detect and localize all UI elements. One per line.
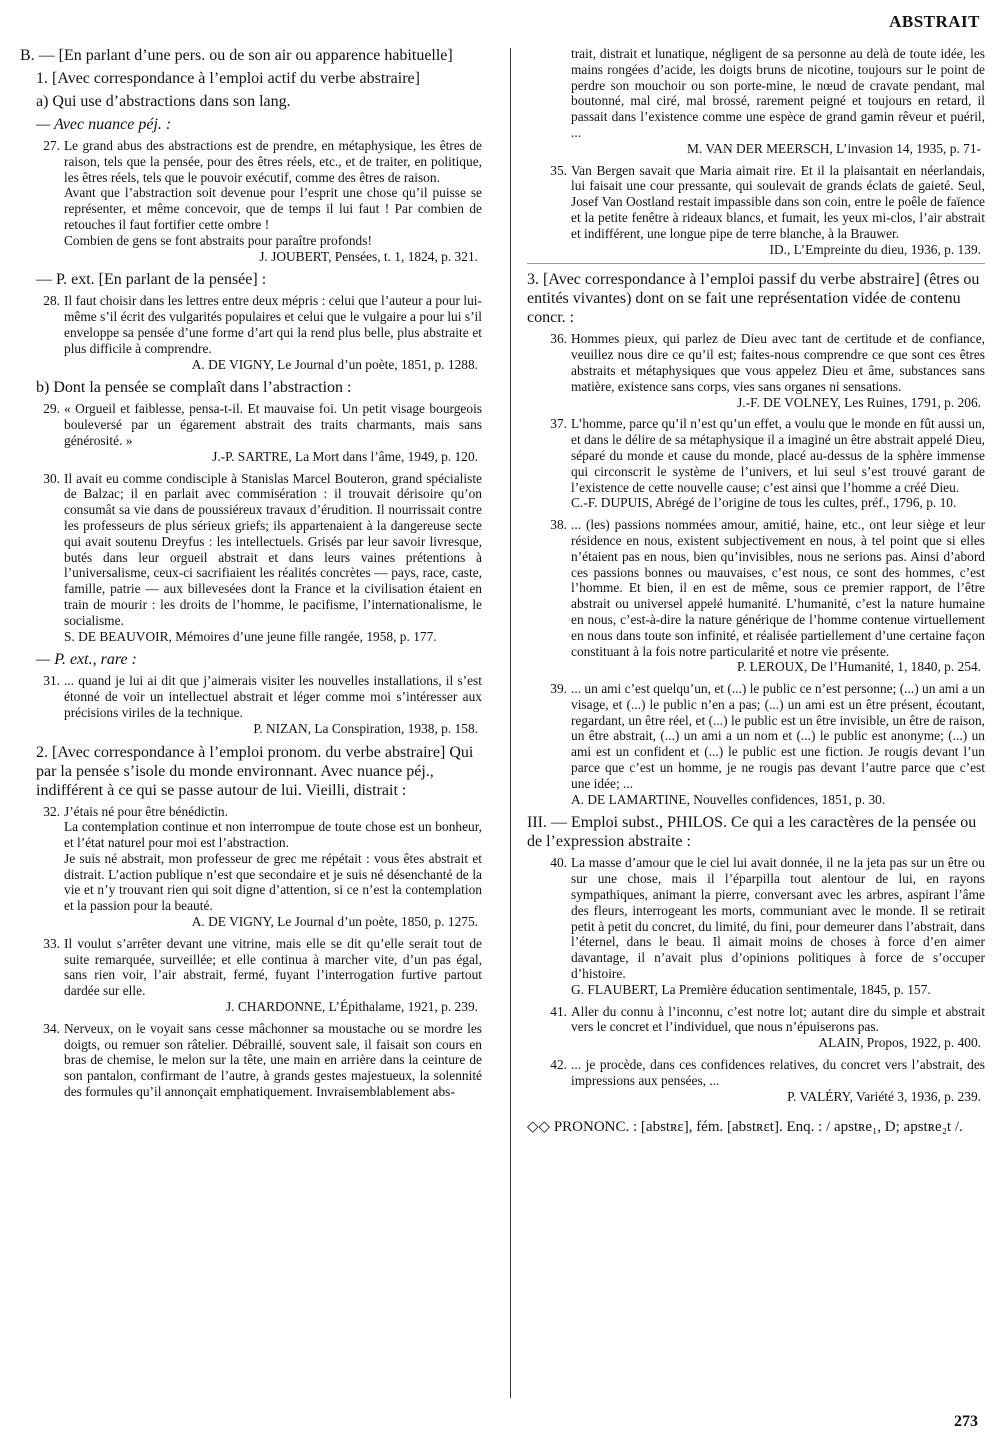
quote-number: 33.	[43, 935, 60, 951]
pronunciation-note: ◇◇ PRONONC. : [abstʀɛ], fém. [abstʀɛt]. Enq. : / apstʀe₁, D; apstʀe₂t /.	[527, 1119, 963, 1136]
quote-text: ... je procède, dans ces confidences relatives, du concret vers l’abstrait, des impressions aux pensées, ...	[571, 1057, 985, 1088]
quote-29	[20, 401, 482, 464]
quote-text: Il avait eu comme condisciple à Stanislas Marcel Bouteron, grand spécialiste de Balzac; il en parlait avec commisération : il trouvait dérisoire qu’on consumât sa vie dans de poussiéreux travaux d’érudition. Il nourrissait contre les professeurs de plus sérieux griefs; ils appartenaient à la dangereuse secte qui avait soutenu Dreyfus : les intellectuels. Grisés par leur savoir livresque, butés dans leur orgueil abstrait et dans leurs vaines prétentions à l’universalisme, ceux-ci sacrifiaient les réalités concrètes — pays, race, caste, famille, patrie — aux billevesées dont la France et la civilisation étaient en train de mourir : les droits de l’homme, le pacifisme, l’internationalisme, le socialisme.	[64, 470, 482, 628]
quote-source: M. VAN DER MEERSCH, L’invasion 14, 1935, p. 71-	[687, 140, 981, 156]
pext-label: — P. ext. [En parlant de la pensée] :	[36, 271, 267, 289]
section-iii-heading: III. — Emploi subst., PHILOS. Ce qui a les caractères de la pensée ou de l’expression abstraite :	[527, 814, 977, 851]
quote-number: 35.	[550, 162, 567, 178]
subsection-2-heading: 2. [Avec correspondance à l’emploi pronom. du verbe abstraire] Qui par la pensée s’isole du monde environnant. Avec nuance péj., indifférent à ce qui se passe autour de lui. Vieilli, distrait :	[36, 743, 474, 799]
quote-text: Nerveux, on le voyait sans cesse mâchonner sa moustache ou se mordre les doigts, ou remuer son râtelier. Débraillé, souvent sale, il faisait son cours en bras de chemise, le melon sur la tête, une main en arrière dans la ceinture de son pantalon, confirmant de l’autre, à grands gestes majestueux, la solennité des formules qu’il annonçait emphatiquement. Invraisemblablement abs-	[64, 1020, 482, 1100]
quote-source: J. CHARDONNE, L’Épithalame, 1921, p. 239.	[225, 999, 478, 1015]
quote-text: « Orgueil et faiblesse, pensa-t-il. Et mauvaise foi. Un petit visage bourgeois bouleversé par un égarement abstrait des traits charmants, mais sans générosité. »	[64, 401, 482, 448]
quote-number: 34.	[43, 1020, 60, 1036]
quote-text: Le grand abus des abstractions est de prendre, en métaphysique, les êtres de raison, tels que la pensée, pour des êtres réels, etc., et de traiter, en politique, les êtres réels, tels que le pouvoir exécutif, comme des êtres de raison.	[64, 138, 482, 185]
quote-number: 28.	[43, 293, 60, 309]
quote-text: La contemplation continue et non interrompue de toute chose est un bonheur, et l’état naturel pour moi est l’abstraction.	[64, 819, 482, 851]
quote-source: S. DE BEAUVOIR, Mémoires d’une jeune fille rangée, 1958, p. 177.	[64, 628, 437, 644]
quote-text: Avant que l’abstraction soit devenue pour l’esprit une chose qu’il puisse se représenter, et même concevoir, que de temps il lui faut ! Par combien de retouches il faut fortifier cette ombre !	[64, 185, 482, 232]
quote-32	[20, 804, 482, 930]
quote-number: 30.	[43, 470, 60, 486]
quote-text: Hommes pieux, qui parlez de Dieu avec tant de certitude et de confiance, veuillez nous dire ce qu’il est; faites-nous comprendre ce que sont ces êtres abstraits et métaphysiques que vous appelez Dieu et âme, substances sans matière, existence sans corps, vies sans organes ni sensations.	[571, 331, 985, 394]
quote-36	[527, 331, 985, 410]
quote-text: ... (les) passions nommées amour, amitié, haine, etc., ont leur siège et leur résidence en nous, existent subjectivement en nous, à tel point que si elles n’étaient pas en nous, bien qu’invisibles, nous ne serions pas. Ainsi d’abord ces passions bonnes ou mauvaises, c’est nous, ce sont des hommes, c’est l’homme. Et bien, il en est de même, sous ce premier rapport, de l’être abstrait ou universel appelé humanité. L’humanité, c’est la nature humaine en nous, c’est-à-dire la nature générique de l’homme contenue virtuellement en nous dans toute son infinité, et réalisée partiellement d’une certaine façon constituant à la fois notre particularité et notre vie présente.	[571, 517, 985, 659]
quote-34	[20, 1021, 482, 1100]
section-b-heading: B. — [En parlant d’une pers. ou de son air ou apparence habituelle]	[20, 47, 453, 64]
subsection-3-heading: 3. [Avec correspondance à l’emploi passif du verbe abstraire] (êtres ou entités vivantes) dont on se fait une représentation vidée de contenu concr. :	[527, 271, 980, 327]
quote-39	[527, 681, 985, 807]
quote-38	[527, 517, 985, 675]
quote-source: ALAIN, Propos, 1922, p. 400.	[818, 1035, 981, 1051]
quote-text: L’homme, parce qu’il n’est qu’un effet, a voulu que le monde en fût aussi un, et dans le délire de sa métaphysique il a imaginé un être abstrait appelé Dieu, séparé du monde et cause du monde, placé au-dessus de la sphère immense qui circonscrit le système de l’univers, et lui seul s’est trouvé garant de l’existence de cette nouvelle cause; c’est ainsi que l’homme a créé Dieu.	[571, 416, 985, 495]
column-rule	[510, 48, 511, 1398]
quote-number: 38.	[550, 517, 567, 533]
quote-source: P. NIZAN, La Conspiration, 1938, p. 158.	[253, 720, 478, 736]
quote-source: C.-F. DUPUIS, Abrégé de l’origine de tous les cultes, préf., 1796, p. 10.	[571, 495, 957, 511]
quote-number: 41.	[550, 1003, 567, 1019]
quote-31	[20, 673, 482, 736]
quote-text: ... quand je lui ai dit que j’aimerais visiter les nouvelles installations, il s’est étonné de voir un intellectuel abstrait et léger comme moi s’intéresser aux précisions viriles de la technique.	[64, 673, 482, 720]
subsection-1a-heading: a) Qui use d’abstractions dans son lang.	[36, 93, 291, 110]
quote-text: Van Bergen savait que Maria aimait rire. Et il la plaisantait en néerlandais, lui faisait une cour pressante, qui soulevait de grands éclats de gaieté. Seul, Josef Van Oostland restait impassible dans son coin, entre le poêle de faïence et la petite fenêtre à rideaux blancs, et fumait, les yeux mi-clos, l’air abstrait et indifférent, une longue pipe de terre blanche, à la Brauwer.	[571, 162, 985, 241]
quote-40	[527, 855, 985, 997]
quote-text: La masse d’amour que le ciel lui avait donnée, il ne la jeta pas sur un être ou sur une chose, mais il l’éparpilla tout alentour de lui, en rayons sympathiques, animant la pierre, conversant avec les arbres, aspirant l’âme des fleurs, interrogeant les morts, communiant avec le monde. Il se retirait petit à petit du concret, du limité, du fini, pour demeurer dans l’abstrait, dans l’éternel, dans le beau. Il aimait moins de choses à force d’en aimer davantage, il n’avait plus d’opinions politiques à force de s’occuper d’histoire.	[571, 855, 985, 982]
quote-source: ID., L’Empreinte du dieu, 1936, p. 139.	[769, 241, 981, 257]
quote-number: 36.	[550, 331, 567, 347]
quote-text: Combien de gens se font abstraits pour paraître profonds!	[64, 232, 372, 248]
quote-30	[20, 471, 482, 645]
pext-rare-label: — P. ext., rare :	[36, 651, 137, 669]
subsection-1-heading: 1. [Avec correspondance à l’emploi actif du verbe abstraire]	[36, 70, 420, 87]
quote-number: 29.	[43, 401, 60, 417]
quote-27	[20, 138, 482, 264]
quote-37	[527, 416, 985, 511]
quote-number: 27.	[43, 138, 60, 153]
right-column	[527, 46, 985, 1137]
quote-source: J. JOUBERT, Pensées, t. 1, 1824, p. 321.	[259, 248, 478, 264]
subsection-1b-heading: b) Dont la pensée se complaît dans l’abstraction :	[36, 379, 352, 397]
quote-text: Il voulut s’arrêter devant une vitrine, mais elle se dit qu’elle serait tout de suite remarquée, surveillée; et elle continua à marcher vite, d’un pas égal, sans rien voir, l’air abstrait, fermé, fuyant l’interrogation furtive partout dardée sur elle.	[64, 935, 482, 999]
quote-34-continued	[527, 46, 985, 157]
separator	[527, 263, 985, 264]
quote-source: A. DE VIGNY, Le Journal d’un poète, 1850, p. 1275.	[191, 914, 478, 930]
quote-number: 40.	[550, 855, 567, 871]
quote-text: trait, distrait et lunatique, négligent de sa personne au delà de toute idée, les mains rongées d’acide, les doigts bruns de nicotine, toujours sur le point de perdre son mouchoir ou son porte-mine, le nœud de cravate pendant, mal boutonné, mal ciré, mal brossé, rarement peigné et toujours en retard, il passait dans l’existence comme une espèce de grand gamin rêveur et puéril, ...	[571, 46, 985, 140]
quote-source: J.-F. DE VOLNEY, Les Ruines, 1791, p. 206.	[737, 394, 981, 410]
quote-text: ... un ami c’est quelqu’un, et (...) le public ce n’est personne; (...) un ami a un visage, et (...) le public n’en a pas; (...) un ami est un être présent, écoutant, regardant, un être réel, et (...) le public est un être invisible, un être de raison, un être abstrait, (...) un ami a un nom et (...) le public est anonyme; (...) un ami est un confident et (...) le public est une fiction. Je rougis devant l’un parce que c’est un homme, je ne rougis pas devant l’autre parce que c’est une idée; ...	[571, 681, 985, 791]
running-headword: ABSTRAIT	[889, 12, 980, 31]
quote-source: A. DE LAMARTINE, Nouvelles confidences, 1851, p. 30.	[571, 791, 886, 807]
quote-number: 42.	[550, 1057, 567, 1073]
quote-text: J’étais né pour être bénédictin.	[64, 803, 228, 819]
quote-number: 32.	[43, 803, 60, 819]
quote-source: A. DE VIGNY, Le Journal d’un poète, 1851, p. 1288.	[191, 356, 478, 372]
quote-source: P. VALÉRY, Variété 3, 1936, p. 239.	[787, 1088, 981, 1104]
left-column	[20, 46, 482, 1106]
quote-source: J.-P. SARTRE, La Mort dans l’âme, 1949, p. 120.	[212, 448, 478, 464]
quote-41	[527, 1004, 985, 1051]
quote-33	[20, 936, 482, 1015]
quote-42	[527, 1057, 985, 1104]
quote-source: P. LEROUX, De l’Humanité, 1, 1840, p. 254.	[737, 659, 981, 675]
quote-text: Aller du connu à l’inconnu, c’est notre lot; autant dire du simple et abstrait vers le concret et l’individuel, que nous n’épuiserons pas.	[571, 1003, 985, 1035]
page-number: 273	[954, 1413, 978, 1430]
quote-text: Je suis né abstrait, mon professeur de grec me répétait : vous êtes abstrait et distrait. L’action publique n’est que secondaire et je suis né désenchanté de la vie et n’y trouvant rien qui soit digne d’attention, si ce n’est la contemplation et la passion pour la beauté.	[64, 850, 482, 914]
quote-number: 31.	[43, 673, 60, 689]
quote-number: 39.	[550, 681, 567, 697]
quote-28	[20, 293, 482, 372]
nuance-pejorative-label: — Avec nuance péj. :	[36, 116, 172, 133]
quote-number: 37.	[550, 416, 567, 432]
quote-text: Il faut choisir dans les lettres entre deux mépris : celui que l’auteur a pour lui-même s’il écrit des vulgarités populaires et celui que le vulgaire a pour lui s’il enveloppe sa pensée d’une forme d’art qui la rend plus belle, plus abstraite et plus difficile à comprendre.	[64, 293, 482, 356]
quote-35	[527, 163, 985, 258]
quote-source: G. FLAUBERT, La Première éducation sentimentale, 1845, p. 157.	[571, 981, 931, 997]
